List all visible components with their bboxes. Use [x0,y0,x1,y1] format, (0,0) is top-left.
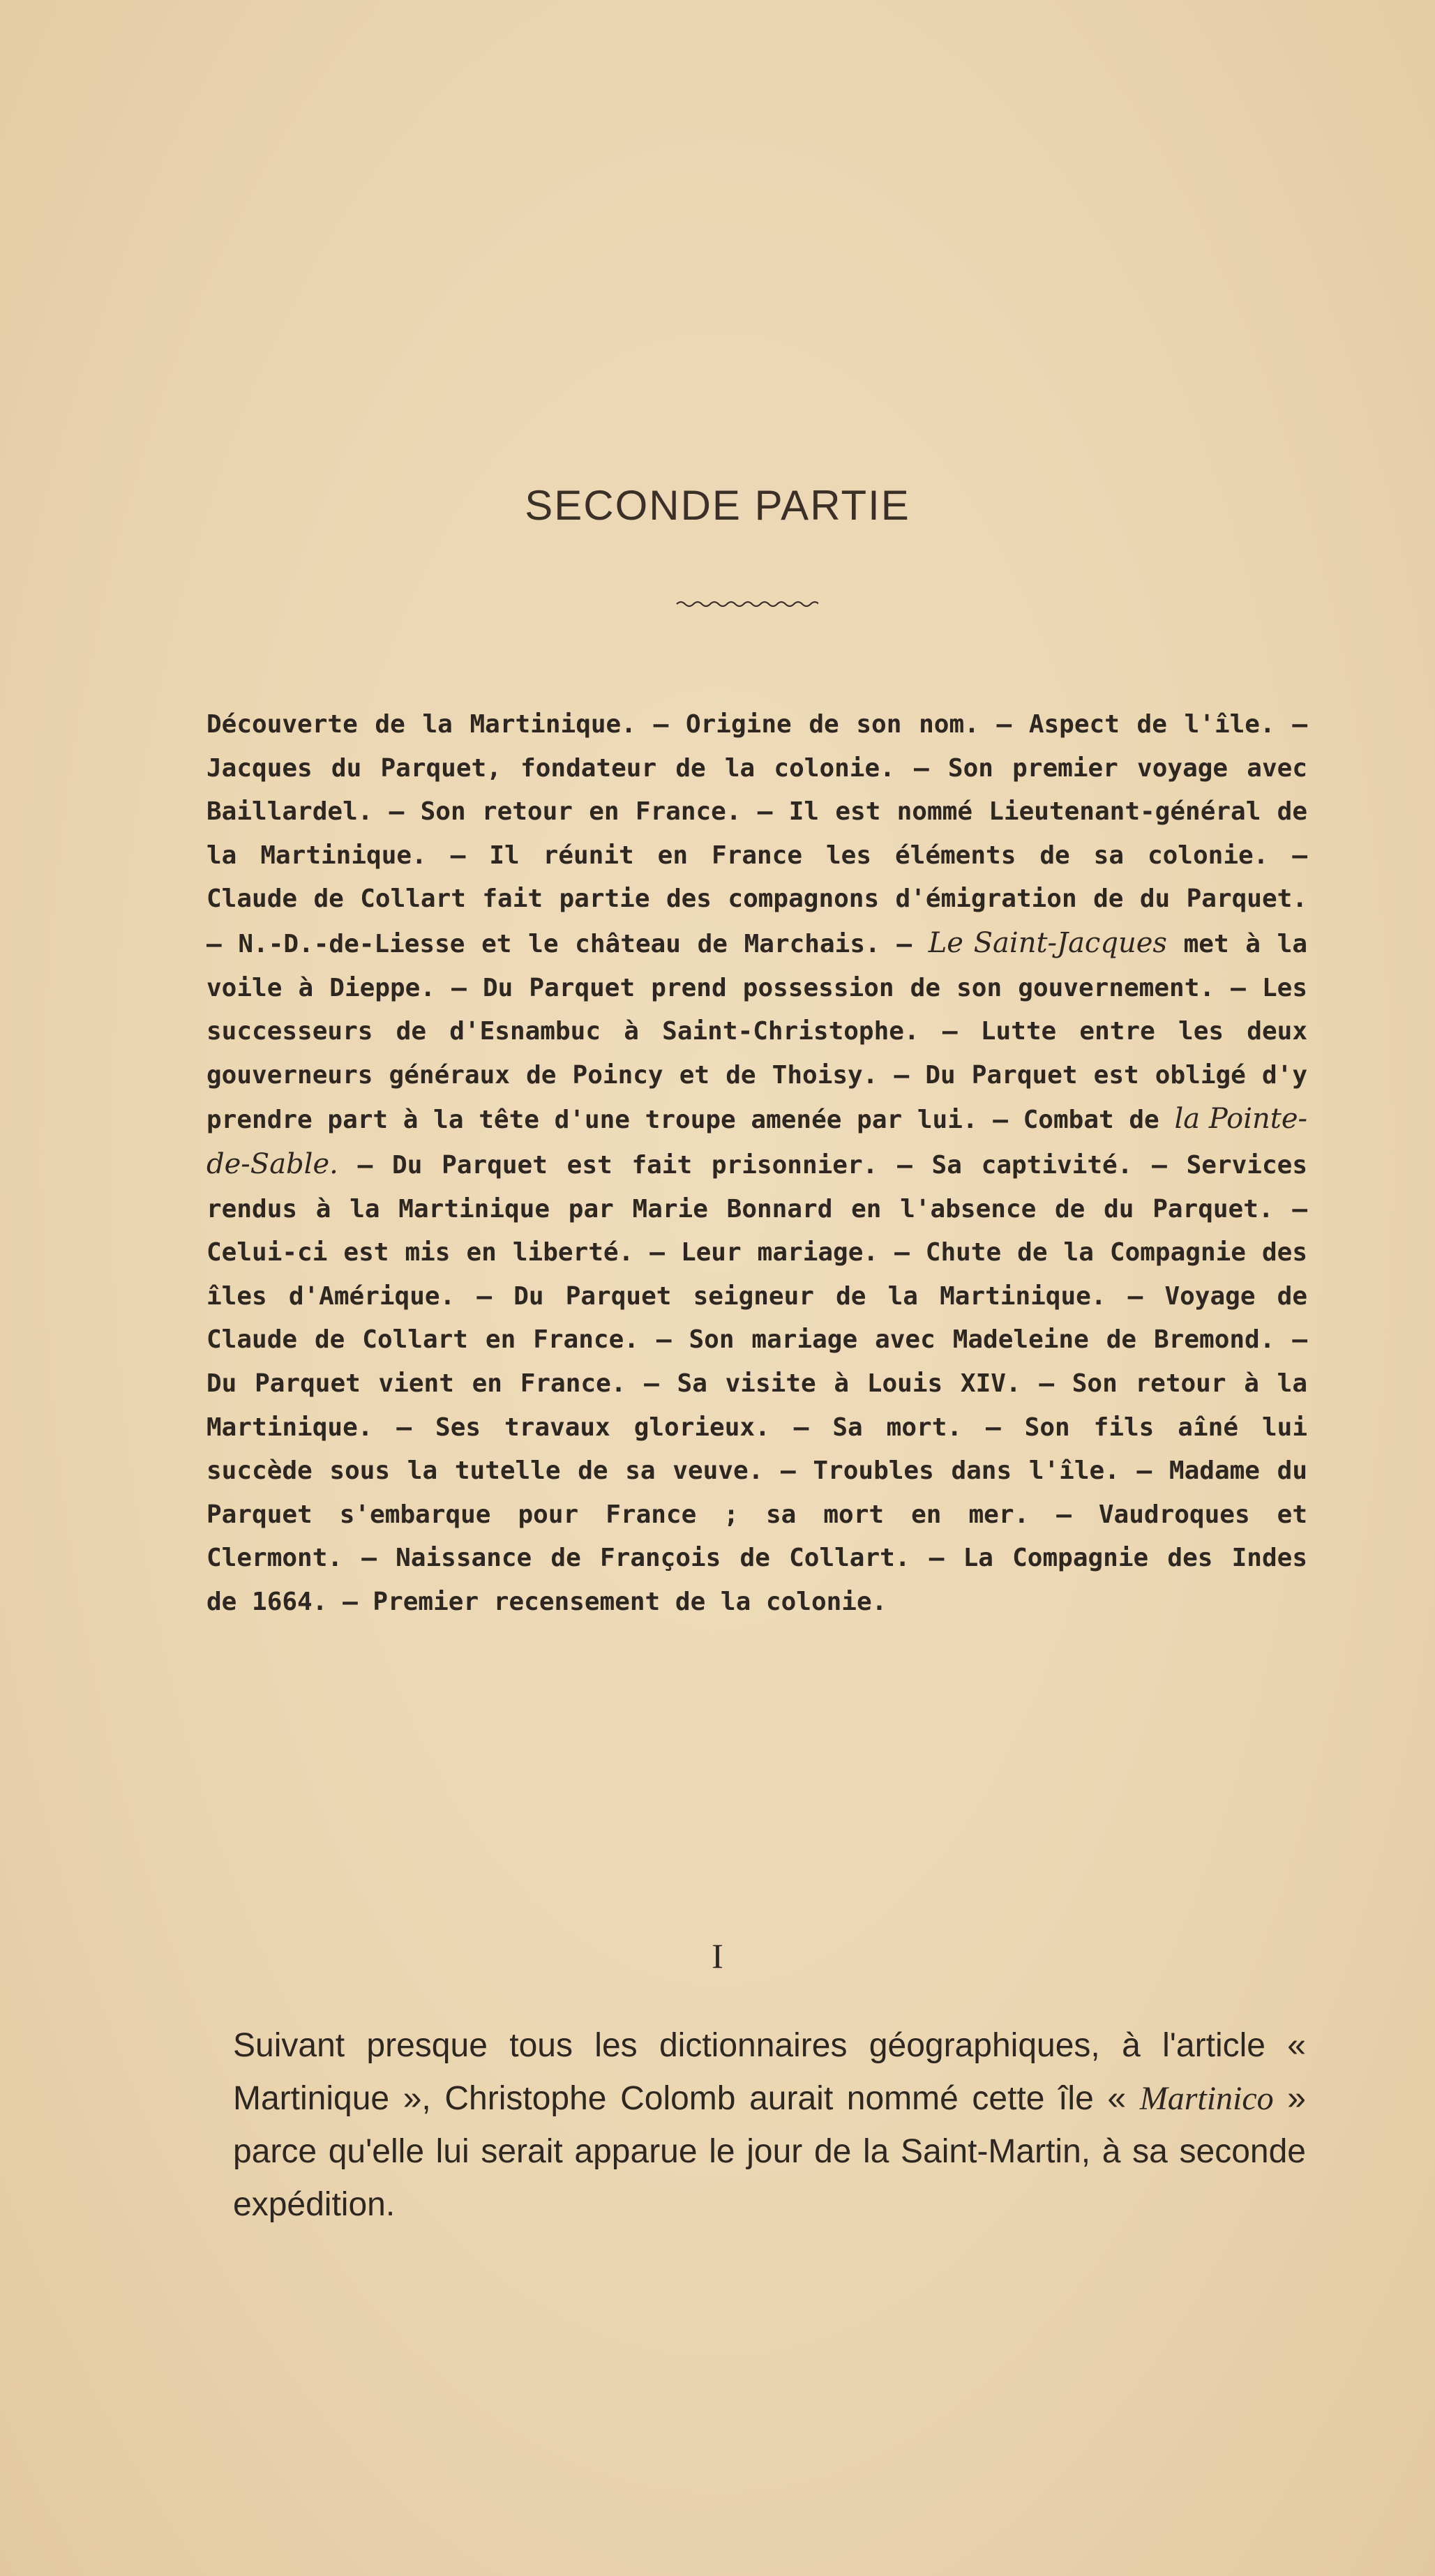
summary-part-1: Découverte de la Martinique. — Origine de son nom. — Aspect de l'île. — Jacques du Parquet, fondateur de la colonie. — Son premier voyage avec Baillardel. — Son retour en France. — Il est nommé Lieutenant-général de la Martinique. — Il réunit en France les éléments de sa colonie. — Claude de Collart fait partie des compagnons d'émigration de du Parquet. — N.-D.-de-Liesse et le château de Marchais. — [206,710,1307,958]
part-heading: SECONDE PARTIE [525,482,910,529]
chapter-summary [206,703,1307,1624]
section-numeral: I [712,1936,723,1975]
body-text-2: » parce qu'elle lui serait apparue le jour de la Saint-Martin, à sa seconde expédition. [233,2080,1306,2223]
summary-part-3: — Du Parquet est fait prisonnier. — Sa captivité. — Services rendus à la Martinique par Marie Bonnard en l'absence de du Parquet. — Celui-ci est mis en liberté. — Leur mariage. — Chute de la Compagnie des îles d'Amérique. — Du Parquet seigneur de la Martinique. — Voyage de Claude de Collart en France. — Son mariage avec Madeleine de Bremond. — Du Parquet vient en France. — Sa visite à Louis XIV. — Son retour à la Martinique. — Ses travaux glorieux. — Sa mort. — Son fils aîné lui succède sous la tutelle de sa veuve. — Troubles dans l'île. — Madame du Parquet s'embarque pour France ; sa mort en mer. — Vaudroques et Clermont. — Naissance de François de Collart. — La Compagnie des Indes de 1664. — Premier recensement de la colonie. [206,1150,1307,1616]
summary-part-2: met à la voile à Dieppe. — Du Parquet prend possession de son gouvernement. — Les successeurs de d'Esnambuc à Saint-Christophe. — Lutte entre les deux gouverneurs généraux de Poincy et de Thoisy. — Du Parquet est obligé d'y prendre part à la tête d'une troupe amenée par lui. — Combat de [206,929,1307,1135]
italic-word: Martinico [1139,2080,1274,2117]
ship-name: Le Saint-Jacques [928,926,1167,959]
wavy-rule-ornament [675,598,818,610]
body-paragraph [233,2019,1306,2231]
body-text-1: Suivant presque tous les dictionnaires géographiques, à l'article « Martinique », Christophe Colomb aurait nommé cette île « [233,2027,1306,2117]
place-name: la Pointe-de-Sable. [206,1103,1308,1180]
